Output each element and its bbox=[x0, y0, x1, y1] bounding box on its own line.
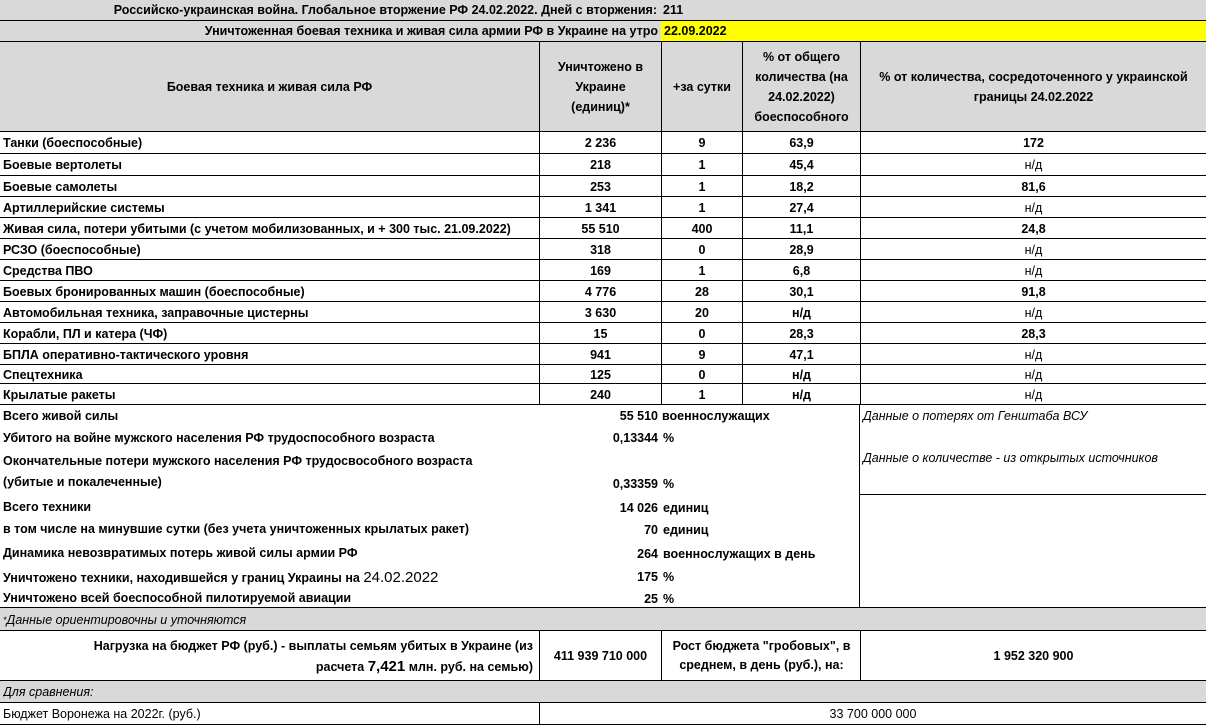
row-per-day: 0 bbox=[661, 239, 742, 260]
table-row bbox=[0, 383, 1206, 404]
col-header-pct-border-label: % от количества, сосредоточенного у украинской границы 24.02.2022 bbox=[879, 70, 1188, 104]
border-equipment-value: 175 bbox=[637, 570, 658, 584]
col-header-pct-total bbox=[742, 42, 860, 132]
row-pct-total: 28,9 bbox=[742, 239, 860, 260]
row-name: Средства ПВО bbox=[3, 263, 93, 278]
row-destroyed: 1 341 bbox=[539, 197, 661, 218]
footnote-text: Данные ориентировочны и уточняются bbox=[6, 612, 247, 627]
voronezh-value: 33 700 000 000 bbox=[539, 703, 1206, 725]
row-name: Артиллерийские системы bbox=[3, 200, 165, 215]
row-destroyed: 240 bbox=[539, 384, 661, 405]
sources-panel bbox=[859, 405, 1206, 608]
page-subtitle: Уничтоженная боевая техника и живая сила армии РФ в Украине на утро bbox=[0, 20, 661, 41]
budget-growth-value: 1 952 320 900 bbox=[860, 631, 1206, 681]
table-row bbox=[0, 322, 1206, 343]
budget-growth-label-line1: Рост бюджета "гробовых", в bbox=[672, 639, 851, 653]
killed-share-value: 0,13344 bbox=[612, 431, 658, 445]
row-per-day: 1 bbox=[661, 176, 742, 197]
table-row bbox=[0, 175, 1206, 196]
row-pct-total: 6,8 bbox=[742, 260, 860, 281]
row-destroyed: 125 bbox=[539, 365, 661, 384]
row-destroyed: 941 bbox=[539, 344, 661, 365]
table-row bbox=[0, 238, 1206, 259]
row-pct-border: 91,8 bbox=[860, 281, 1206, 302]
table-row bbox=[0, 131, 1206, 153]
voronezh-row bbox=[0, 702, 1206, 725]
row-pct-border: 81,6 bbox=[860, 176, 1206, 197]
row-name: Автомобильная техника, заправочные цистерны bbox=[3, 305, 309, 320]
budget-per-family: 7,421 bbox=[367, 658, 406, 675]
dynamics-label: Динамика невозвратимых потерь живой силы армии РФ bbox=[3, 546, 358, 560]
row-destroyed: 15 bbox=[539, 323, 661, 344]
row-pct-total: 45,4 bbox=[742, 154, 860, 176]
row-pct-border: н/д bbox=[860, 302, 1206, 323]
row-pct-border: н/д bbox=[860, 384, 1206, 405]
source-losses-note: Данные о потерях от Генштаба ВСУ bbox=[863, 409, 1088, 423]
col-header-per-day-label: +за сутки bbox=[673, 80, 731, 94]
row-pct-total: 30,1 bbox=[742, 281, 860, 302]
row-destroyed: 2 236 bbox=[539, 132, 661, 154]
row-destroyed: 253 bbox=[539, 176, 661, 197]
dynamics-unit: военнослужащих в день bbox=[663, 547, 816, 561]
total-equipment-label: Всего техники bbox=[3, 500, 92, 514]
row-destroyed: 169 bbox=[539, 260, 661, 281]
budget-row bbox=[0, 630, 1206, 680]
budget-load-value: 411 939 710 000 bbox=[539, 631, 661, 681]
killed-share-label: Убитого на войне мужского населения РФ трудоспособного возраста bbox=[3, 431, 435, 445]
border-equipment-date: 24.02.2022 bbox=[363, 569, 439, 586]
row-per-day: 9 bbox=[661, 344, 742, 365]
days-since-invasion: 211 bbox=[663, 3, 684, 17]
col-header-destroyed-label: Уничтожено в Украине (единиц)* bbox=[557, 60, 644, 114]
summary-block bbox=[0, 404, 1206, 607]
row-pct-total: 11,1 bbox=[742, 218, 860, 239]
row-destroyed: 4 776 bbox=[539, 281, 661, 302]
footnote-row bbox=[0, 607, 1206, 630]
table-row bbox=[0, 364, 1206, 383]
aviation-unit: % bbox=[663, 592, 675, 606]
row-pct-border: н/д bbox=[860, 344, 1206, 365]
col-header-destroyed bbox=[539, 42, 661, 132]
row-pct-border: 172 bbox=[860, 132, 1206, 154]
table-row bbox=[0, 259, 1206, 280]
col-header-per-day bbox=[661, 42, 742, 132]
last-day-label: в том числе на минувшие сутки (без учета уничтоженных крылатых ракет) bbox=[3, 522, 469, 536]
final-losses-label-line2: (убитые и покалеченные) bbox=[3, 475, 162, 489]
row-destroyed: 318 bbox=[539, 239, 661, 260]
total-equipment-unit: единиц bbox=[663, 501, 709, 515]
row-per-day: 1 bbox=[661, 384, 742, 405]
table-row bbox=[0, 301, 1206, 322]
border-equipment-label bbox=[3, 569, 438, 586]
budget-load-label bbox=[0, 631, 539, 681]
comparison-row bbox=[0, 680, 1206, 702]
row-name: Боевые вертолеты bbox=[3, 158, 122, 172]
row-pct-border: н/д bbox=[860, 154, 1206, 176]
aviation-value: 25 bbox=[644, 592, 658, 606]
page-title: Российско-украинская война. Глобальное вторжение РФ 24.02.2022. Дней с вторжения: bbox=[113, 3, 657, 17]
budget-load-label-suffix: млн. руб. на семью) bbox=[408, 660, 533, 674]
row-pct-total: н/д bbox=[742, 384, 860, 405]
row-name: БПЛА оперативно-тактического уровня bbox=[3, 347, 249, 362]
voronezh-label: Бюджет Воронежа на 2022г. (руб.) bbox=[3, 707, 201, 721]
table-row bbox=[0, 280, 1206, 301]
row-pct-total: н/д bbox=[742, 365, 860, 384]
row-per-day: 9 bbox=[661, 132, 742, 154]
row-pct-total: 18,2 bbox=[742, 176, 860, 197]
row-per-day: 0 bbox=[661, 323, 742, 344]
row-per-day: 1 bbox=[661, 197, 742, 218]
row-name: Боевых бронированных машин (боеспособные) bbox=[3, 284, 305, 299]
row-pct-border: 24,8 bbox=[860, 218, 1206, 239]
total-personnel-value: 55 510 bbox=[619, 409, 658, 423]
footnote bbox=[3, 608, 246, 631]
budget-growth-label-line2: среднем, в день (руб.), на: bbox=[679, 658, 844, 672]
title-row bbox=[0, 0, 1206, 20]
row-destroyed: 218 bbox=[539, 154, 661, 176]
row-pct-total: 27,4 bbox=[742, 197, 860, 218]
row-pct-total: 47,1 bbox=[742, 344, 860, 365]
last-day-value: 70 bbox=[644, 523, 658, 537]
total-equipment-value: 14 026 bbox=[619, 501, 658, 515]
budget-load-label-line1: Нагрузка на бюджет РФ (руб.) - выплаты семьям убитых в Украине (из bbox=[93, 639, 533, 653]
row-per-day: 20 bbox=[661, 302, 742, 323]
report-date: 22.09.2022 bbox=[661, 20, 1206, 41]
subtitle-row bbox=[0, 20, 1206, 41]
last-day-unit: единиц bbox=[663, 523, 709, 537]
total-personnel-label: Всего живой силы bbox=[3, 409, 119, 423]
row-per-day: 0 bbox=[661, 365, 742, 384]
col-header-name-label: Боевая техника и живая сила РФ bbox=[166, 80, 373, 94]
table-row bbox=[0, 153, 1206, 175]
row-pct-total: н/д bbox=[742, 302, 860, 323]
row-pct-border: н/д bbox=[860, 365, 1206, 384]
border-equipment-label-text: Уничтожено техники, находившейся у границ Украины на bbox=[3, 571, 360, 585]
killed-share-unit: % bbox=[663, 431, 675, 445]
source-quantity-note: Данные о количестве - из открытых источников bbox=[863, 451, 1158, 465]
table-row bbox=[0, 343, 1206, 364]
row-name: Танки (боеспособные) bbox=[3, 136, 143, 150]
final-losses-label-line1: Окончательные потери мужского населения РФ трудосвособного возраста bbox=[3, 454, 473, 468]
table-row bbox=[0, 196, 1206, 217]
row-pct-border: н/д bbox=[860, 260, 1206, 281]
row-per-day: 1 bbox=[661, 260, 742, 281]
row-pct-border: н/д bbox=[860, 239, 1206, 260]
budget-growth-label bbox=[661, 631, 860, 681]
dynamics-value: 264 bbox=[637, 547, 658, 561]
footnote-star: * bbox=[3, 614, 7, 625]
row-name: Боевые самолеты bbox=[3, 179, 118, 194]
row-pct-total: 28,3 bbox=[742, 323, 860, 344]
row-name: Корабли, ПЛ и катера (ЧФ) bbox=[3, 326, 168, 341]
row-name: РСЗО (боеспособные) bbox=[3, 242, 141, 257]
row-destroyed: 3 630 bbox=[539, 302, 661, 323]
col-header-pct-total-label: % от общего количества (на 24.02.2022) боеспособного bbox=[754, 50, 849, 124]
budget-load-label-prefix: расчета bbox=[315, 660, 365, 674]
final-losses-unit: % bbox=[663, 477, 675, 491]
row-name: Живая сила, потери убитыми (с учетом мобилизованных, и + 300 тыс. 21.09.2022) bbox=[3, 221, 511, 236]
row-per-day: 400 bbox=[661, 218, 742, 239]
row-pct-border: 28,3 bbox=[860, 323, 1206, 344]
row-destroyed: 55 510 bbox=[539, 218, 661, 239]
row-name: Спецтехника bbox=[3, 367, 83, 382]
aviation-label: Уничтожено всей боеспособной пилотируемой авиации bbox=[3, 591, 352, 605]
row-pct-border: н/д bbox=[860, 197, 1206, 218]
total-personnel-unit: военнослужащих bbox=[662, 409, 770, 423]
row-per-day: 28 bbox=[661, 281, 742, 302]
table-header bbox=[0, 41, 1206, 131]
row-per-day: 1 bbox=[661, 154, 742, 176]
table-row bbox=[0, 217, 1206, 238]
comparison-label: Для сравнения: bbox=[3, 685, 94, 699]
col-header-name bbox=[0, 42, 539, 132]
final-losses-value: 0,33359 bbox=[612, 477, 658, 491]
border-equipment-unit: % bbox=[663, 570, 675, 584]
sources-divider bbox=[860, 494, 1206, 495]
col-header-pct-border bbox=[860, 42, 1206, 132]
row-pct-total: 63,9 bbox=[742, 132, 860, 154]
row-name: Крылатые ракеты bbox=[3, 387, 116, 402]
